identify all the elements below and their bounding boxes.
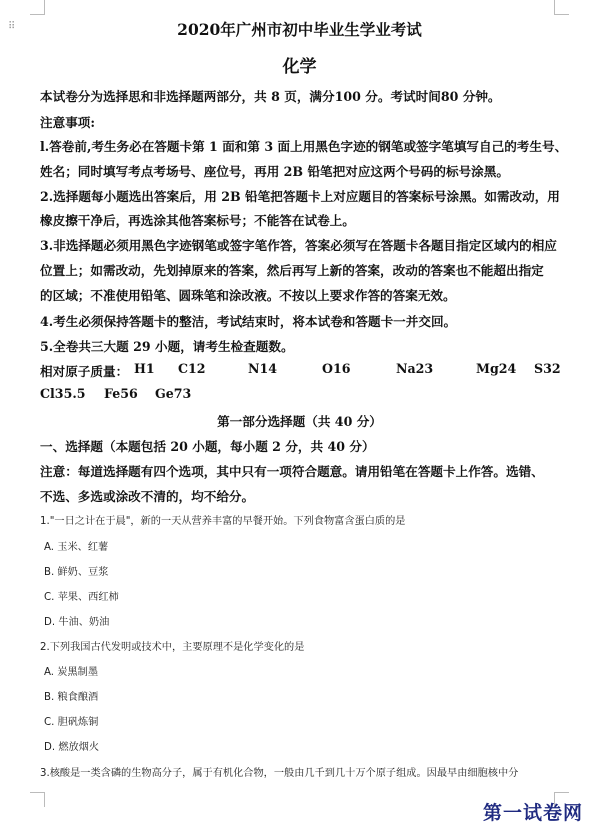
- section-title: 一、选择题（本题包括 20 小题，每小题 2 分，共 40 分）: [40, 439, 375, 454]
- atomic-mass-value: O16: [322, 361, 351, 376]
- notice-line: 3.非选择题必须用黑色字迹钢笔或签字笔作答，答案必须写在答题卡各题目指定区域内的相应: [40, 238, 557, 253]
- atomic-mass-value: Ge73: [155, 386, 192, 401]
- answer-option: A. 玉米、红薯: [44, 542, 109, 553]
- answer-option: C. 胆矾炼铜: [44, 717, 99, 728]
- atomic-mass-value: Cl35.5: [40, 386, 86, 401]
- notice-line: 的区域；不准使用铅笔、圆珠笔和涂改液。不按以上要求作答的答案无效。: [40, 288, 456, 303]
- answer-option: D. 牛油、奶油: [44, 617, 110, 628]
- atomic-mass-value: S32: [534, 361, 561, 376]
- crop-mark-bottom-left: [30, 792, 45, 807]
- atomic-mass-value: Na23: [396, 361, 434, 376]
- notice-line: 5.全卷共三大题 29 小题，请考生检查题数。: [40, 339, 294, 354]
- question-stem: 3.核酸是一类含磷的生物高分子，属于有机化合物，一般由几千到几十万个原子组成。因最早由细胞核中分: [40, 768, 519, 779]
- notice-line: 姓名；同时填写考点考场号、座位号，再用 2B 铅笔把对应这两个号码的标号涂黑。: [40, 164, 509, 179]
- crop-mark-top-left: [30, 0, 45, 15]
- atomic-mass-value: H1: [134, 361, 155, 376]
- instruction-line: 不选、多选或涂改不清的，均不给分。: [40, 489, 255, 504]
- exam-title: 2020年广州市初中毕业生学业考试: [177, 20, 422, 39]
- answer-option: D. 燃放烟火: [44, 742, 100, 753]
- notice-line: 4.考生必须保持答题卡的整洁，考试结束时，将本试卷和答题卡一并交回。: [40, 314, 457, 329]
- subject-title: 化学: [282, 57, 317, 77]
- instruction-line: 注意：每道选择题有四个选项，其中只有一项符合题意。请用铅笔在答题卡上作答。选错、: [40, 464, 544, 479]
- answer-option: A. 炭黑制墨: [44, 667, 99, 678]
- answer-option: B. 鲜奶、豆浆: [44, 567, 109, 578]
- crop-mark-top-right: [554, 0, 569, 15]
- site-watermark: 第一试卷网: [482, 802, 583, 824]
- notice-line: 位置上；如需改动，先划掉原来的答案，然后再写上新的答案，改动的答案也不能超出指定: [40, 263, 544, 278]
- notice-line: l.答卷前,考生务必在答题卡第 1 面和第 3 面上用黑色字迹的钢笔或签字笔填写自己的考生号、: [40, 139, 568, 154]
- part1-heading: 第一部分选择题（共 40 分）: [217, 414, 382, 429]
- question-stem: 1."一日之计在于晨"，新的一天从营养丰富的早餐开始。下列食物富含蛋白质的是: [40, 516, 406, 527]
- atomic-mass-value: Fe56: [104, 386, 138, 401]
- notice-heading: 注意事项:: [40, 115, 96, 130]
- answer-option: C. 苹果、西红柿: [44, 592, 119, 603]
- drag-handle-icon[interactable]: ⠿: [8, 21, 17, 32]
- notice-line: 2.选择题每小题选出答案后，用 2B 铅笔把答题卡上对应题目的答案标号涂黑。如需改动，用: [40, 189, 560, 204]
- answer-option: B. 粮食酿酒: [44, 692, 99, 703]
- atomic-mass-value: Mg24: [476, 361, 517, 376]
- atomic-mass-value: N14: [248, 361, 278, 376]
- atomic-mass-value: C12: [178, 361, 206, 376]
- question-stem: 2.下列我国古代发明或技术中，主要原理不是化学变化的是: [40, 642, 305, 653]
- exam-summary: 本试卷分为选择思和非选择题两部分，共 8 页，满分100 分。考试时间80 分钟。: [40, 89, 501, 104]
- notice-line: 橡皮擦干净后，再选涂其他答案标号；不能答在试卷上。: [40, 213, 355, 228]
- atomic-mass-label: 相对原子质量：: [40, 364, 129, 379]
